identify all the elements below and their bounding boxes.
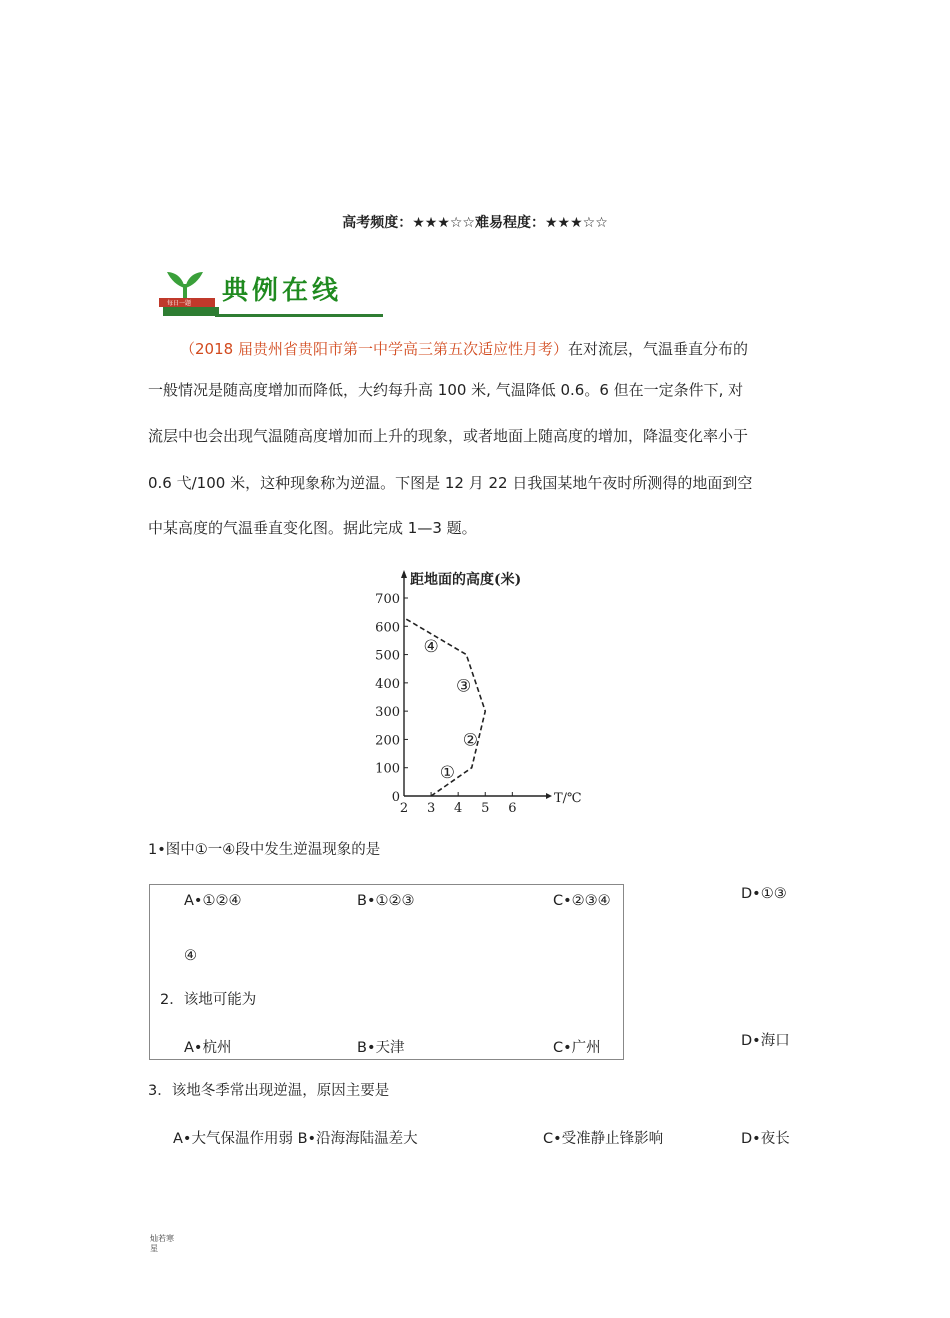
passage-line-2: 一般情况是随高度增加而降低，大约每升高 100 米, 气温降低 0.6。6 但在一定条件下, 对 <box>148 381 744 399</box>
q1-option-a[interactable]: A•①②④ <box>184 893 242 909</box>
temperature-height-chart <box>358 562 598 822</box>
passage-line-1-tail: 在对流层，气温垂直分布的 <box>567 340 748 358</box>
difficulty-header: 高考频度：★★★☆☆难易程度：★★★☆☆ <box>342 215 608 231</box>
x-tick-label: 4 <box>454 801 463 816</box>
passage-line-4: 0.6 弋/100 米，这种现象称为逆温。下图是 12 月 22 日我国某地午夜时所测得的地面到空 <box>148 474 753 492</box>
q1-option-b[interactable]: B•①②③ <box>357 893 415 909</box>
segment-label: ① <box>439 762 455 783</box>
q1-option-d[interactable]: D•①③ <box>741 886 787 902</box>
passage-line-3: 流层中也会出现气温随高度增加而上升的现象，或者地面上随高度的增加，降温变化率小于 <box>148 427 749 445</box>
question-2-stem: 2．该地可能为 <box>160 992 257 1008</box>
footer-line-2: 星 <box>150 1244 158 1253</box>
q2-option-c[interactable]: C•广州 <box>553 1040 601 1056</box>
x-tick-label: 2 <box>399 801 409 816</box>
y-tick-label: 500 <box>375 648 400 664</box>
question-1-stem: 1•图中①一④段中发生逆温现象的是 <box>148 842 381 858</box>
chart-svg <box>358 562 598 822</box>
q3-options-ab[interactable]: A•大气保温作用弱 B•沿海海陆温差大 <box>173 1131 418 1147</box>
y-axis-label: 距地面的高度(米) <box>410 572 522 588</box>
segment-label: ④ <box>423 637 439 658</box>
banner-small-text: 每日一题 <box>167 300 192 307</box>
x-axis-label: T/℃ <box>554 791 582 806</box>
y-tick-label: 300 <box>375 705 400 721</box>
q2-option-b[interactable]: B•天津 <box>357 1040 405 1056</box>
question-source: （2018 届贵州省贵阳市第一中学高三第五次适应性月考） <box>180 340 568 358</box>
question-options-box <box>149 884 624 1060</box>
q1-option-d-continuation: ④ <box>184 948 197 964</box>
x-tick-label: 5 <box>481 801 490 816</box>
passage-line-5: 中某高度的气温垂直变化图。据此完成 1—3 题。 <box>148 519 477 537</box>
y-tick-label: 400 <box>375 676 400 692</box>
y-tick-label: 700 <box>375 592 400 607</box>
q2-option-a[interactable]: A•杭州 <box>184 1040 232 1056</box>
question-3-stem: 3．该地冬季常出现逆温，原因主要是 <box>148 1083 390 1099</box>
q3-option-d[interactable]: D•夜长 <box>741 1131 790 1147</box>
x-tick-label: 6 <box>508 801 517 816</box>
banner-title: 典例在线 <box>222 276 343 306</box>
y-tick-label: 200 <box>375 733 400 749</box>
passage-line-1 <box>180 338 748 359</box>
footer-line-1: 灿若寒 <box>150 1234 174 1243</box>
q1-option-c[interactable]: C•②③④ <box>553 893 611 909</box>
y-axis-arrow <box>401 570 407 578</box>
y-tick-label: 0 <box>391 790 400 805</box>
footer-mark <box>150 1234 174 1254</box>
q2-option-d[interactable]: D•海口 <box>741 1033 790 1049</box>
x-tick-label: 3 <box>426 801 436 816</box>
q3-option-c[interactable]: C•受准静止锋影响 <box>543 1131 664 1147</box>
y-tick-label: 100 <box>375 761 400 777</box>
segment-label: ③ <box>455 676 472 697</box>
y-tick-label: 600 <box>375 620 400 636</box>
segment-label: ② <box>462 730 478 751</box>
x-axis-arrow <box>546 793 552 799</box>
